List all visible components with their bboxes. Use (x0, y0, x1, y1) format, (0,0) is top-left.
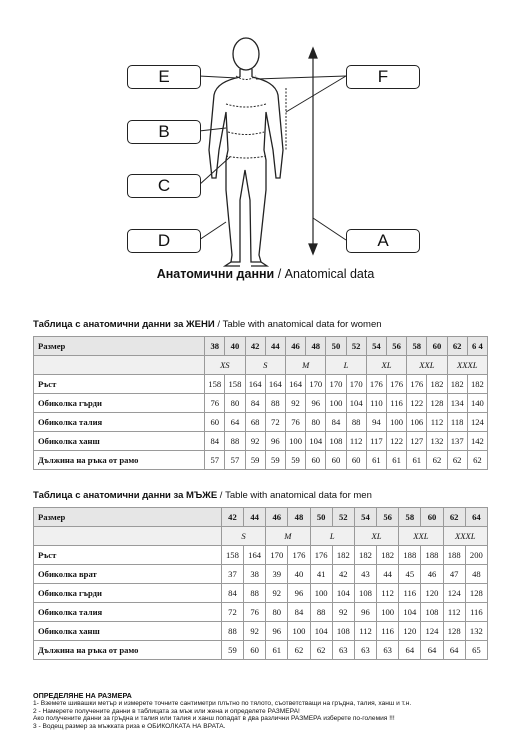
cell: 104 (310, 622, 332, 641)
cell: 57 (225, 451, 245, 470)
cell: 92 (266, 584, 288, 603)
cell: 116 (399, 584, 421, 603)
label-box-b: B (127, 120, 201, 144)
cell: 112 (443, 603, 465, 622)
cell: 46 (421, 565, 443, 584)
cell: 108 (421, 603, 443, 622)
cell: 170 (346, 375, 366, 394)
cell: 134 (447, 394, 467, 413)
men-size-44: 44 (244, 508, 266, 527)
cell: 176 (310, 546, 332, 565)
cell: 64 (399, 641, 421, 660)
women-size-64: 6 4 (467, 337, 487, 356)
cell: 76 (285, 413, 305, 432)
cell: 40 (288, 565, 310, 584)
cell: 108 (354, 584, 376, 603)
women-size-56: 56 (386, 337, 406, 356)
men-title-bg: Таблица с анатомични данни за МЪЖЕ (33, 490, 218, 501)
cell: 88 (310, 603, 332, 622)
cell: 104 (306, 432, 326, 451)
men-size-50: 50 (310, 508, 332, 527)
men-size-row (34, 508, 488, 527)
cell: 182 (377, 546, 399, 565)
cell: 61 (366, 451, 386, 470)
men-size-42: 42 (221, 508, 243, 527)
women-size-38: 38 (205, 337, 225, 356)
cell: 124 (421, 622, 443, 641)
cell: 84 (326, 413, 346, 432)
cell: 72 (221, 603, 243, 622)
cell: 63 (332, 641, 354, 660)
row-label: Обиколка врат (34, 565, 222, 584)
cell: 116 (465, 603, 487, 622)
row-label: Обиколка талия (34, 603, 222, 622)
cell: 132 (427, 432, 447, 451)
men-letter-blank (34, 527, 222, 546)
cell: 124 (467, 413, 487, 432)
men-row-hips (34, 622, 488, 641)
label-box-d: D (127, 229, 201, 253)
instructions-heading: ОПРЕДЕЛЯНЕ НА РАЗМЕРА (33, 691, 132, 700)
cell: 44 (377, 565, 399, 584)
women-letter-xxl: XXL (407, 356, 447, 375)
men-row-waist (34, 603, 488, 622)
women-row-hips (34, 432, 488, 451)
cell: 84 (288, 603, 310, 622)
row-label: Обиколка гърди (34, 584, 222, 603)
men-size-62: 62 (443, 508, 465, 527)
row-label: Обиколка гърди (34, 394, 205, 413)
men-letter-s: S (221, 527, 265, 546)
figure-caption (0, 267, 531, 281)
women-letter-xl: XL (366, 356, 406, 375)
cell: 80 (306, 413, 326, 432)
cell: 200 (465, 546, 487, 565)
cell: 164 (265, 375, 285, 394)
cell: 38 (244, 565, 266, 584)
women-size-52: 52 (346, 337, 366, 356)
cell: 62 (447, 451, 467, 470)
cell: 60 (244, 641, 266, 660)
cell: 62 (310, 641, 332, 660)
cell: 182 (427, 375, 447, 394)
cell: 64 (225, 413, 245, 432)
cell: 164 (245, 375, 265, 394)
cell: 137 (447, 432, 467, 451)
men-size-table (33, 507, 488, 660)
men-table-title (33, 490, 372, 501)
cell: 182 (467, 375, 487, 394)
cell: 127 (407, 432, 427, 451)
cell: 96 (354, 603, 376, 622)
women-letter-m: M (285, 356, 325, 375)
cell: 112 (427, 413, 447, 432)
cell: 100 (285, 432, 305, 451)
cell: 59 (245, 451, 265, 470)
cell: 88 (346, 413, 366, 432)
cell: 117 (366, 432, 386, 451)
cell: 92 (244, 622, 266, 641)
men-row-neck (34, 565, 488, 584)
cell: 88 (225, 432, 245, 451)
label-box-f: F (346, 65, 420, 89)
cell: 63 (354, 641, 376, 660)
cell: 96 (306, 394, 326, 413)
cell: 68 (245, 413, 265, 432)
cell: 43 (354, 565, 376, 584)
women-size-58: 58 (407, 337, 427, 356)
cell: 57 (205, 451, 225, 470)
cell: 72 (265, 413, 285, 432)
women-size-label: Размер (34, 337, 205, 356)
sizing-instructions (33, 692, 411, 731)
cell: 88 (265, 394, 285, 413)
women-size-table (33, 336, 488, 470)
cell: 124 (443, 584, 465, 603)
cell: 104 (332, 584, 354, 603)
women-size-46: 46 (285, 337, 305, 356)
women-size-50: 50 (326, 337, 346, 356)
cell: 112 (377, 584, 399, 603)
cell: 45 (399, 565, 421, 584)
label-box-a: A (346, 229, 420, 253)
cell: 108 (332, 622, 354, 641)
cell: 59 (265, 451, 285, 470)
row-label: Обиколка ханш (34, 432, 205, 451)
cell: 122 (407, 394, 427, 413)
cell: 37 (221, 565, 243, 584)
women-letter-xxxl: XXXL (447, 356, 487, 375)
cell: 100 (310, 584, 332, 603)
cell: 112 (346, 432, 366, 451)
men-row-arm-length (34, 641, 488, 660)
row-label: Дължина на ръка от рамо (34, 641, 222, 660)
caption-separator: / (274, 267, 285, 281)
cell: 158 (225, 375, 245, 394)
men-letter-xxxl: XXXL (443, 527, 487, 546)
women-letter-l: L (326, 356, 366, 375)
cell: 176 (407, 375, 427, 394)
cell: 47 (443, 565, 465, 584)
cell: 63 (377, 641, 399, 660)
cell: 100 (326, 394, 346, 413)
cell: 60 (326, 451, 346, 470)
women-size-60: 60 (427, 337, 447, 356)
row-label: Обиколка ханш (34, 622, 222, 641)
women-title-en: / Table with anatomical data for women (217, 319, 382, 330)
women-size-54: 54 (366, 337, 386, 356)
caption-en: Anatomical data (284, 267, 375, 281)
cell: 128 (443, 622, 465, 641)
women-size-row (34, 337, 488, 356)
men-letter-row (34, 527, 488, 546)
women-size-40: 40 (225, 337, 245, 356)
women-row-height (34, 375, 488, 394)
cell: 59 (285, 451, 305, 470)
men-size-64: 64 (465, 508, 487, 527)
men-size-56: 56 (377, 508, 399, 527)
women-letter-s: S (245, 356, 285, 375)
men-size-52: 52 (332, 508, 354, 527)
cell: 62 (288, 641, 310, 660)
men-size-54: 54 (354, 508, 376, 527)
cell: 100 (288, 622, 310, 641)
instruction-line: 1- Вземете шивашки метър и измерете точните сантиметри плътно по тялото, съответстващи на гръдна, талия, ханш и т.н. (33, 699, 412, 707)
cell: 39 (266, 565, 288, 584)
cell: 104 (399, 603, 421, 622)
men-title-en: / Table with anatomical data for men (219, 490, 372, 501)
cell: 41 (310, 565, 332, 584)
cell: 76 (205, 394, 225, 413)
men-letter-xxl: XXL (399, 527, 443, 546)
cell: 164 (244, 546, 266, 565)
women-row-waist (34, 413, 488, 432)
cell: 42 (332, 565, 354, 584)
cell: 188 (399, 546, 421, 565)
cell: 60 (346, 451, 366, 470)
label-box-c: C (127, 174, 201, 198)
men-size-60: 60 (421, 508, 443, 527)
cell: 92 (245, 432, 265, 451)
caption-bg: Анатомични данни (156, 267, 275, 281)
men-size-48: 48 (288, 508, 310, 527)
cell: 170 (306, 375, 326, 394)
cell: 106 (407, 413, 427, 432)
women-letter-row (34, 356, 488, 375)
cell: 188 (421, 546, 443, 565)
cell: 96 (266, 622, 288, 641)
cell: 120 (399, 622, 421, 641)
cell: 158 (205, 375, 225, 394)
cell: 84 (205, 432, 225, 451)
men-size-label: Размер (34, 508, 222, 527)
cell: 96 (288, 584, 310, 603)
cell: 164 (285, 375, 305, 394)
cell: 170 (266, 546, 288, 565)
cell: 170 (326, 375, 346, 394)
cell: 122 (386, 432, 406, 451)
cell: 182 (354, 546, 376, 565)
cell: 140 (467, 394, 487, 413)
row-label: Дължина на ръка от рамо (34, 451, 205, 470)
cell: 84 (245, 394, 265, 413)
cell: 88 (244, 584, 266, 603)
cell: 182 (447, 375, 467, 394)
cell: 60 (306, 451, 326, 470)
cell: 60 (205, 413, 225, 432)
cell: 158 (221, 546, 243, 565)
anatomical-figure (0, 0, 531, 300)
women-row-chest (34, 394, 488, 413)
men-size-46: 46 (266, 508, 288, 527)
men-letter-xl: XL (354, 527, 398, 546)
cell: 92 (285, 394, 305, 413)
cell: 112 (354, 622, 376, 641)
cell: 80 (266, 603, 288, 622)
women-row-arm-length (34, 451, 488, 470)
cell: 100 (386, 413, 406, 432)
instruction-line: 2 - Намерете получените данни в таблицата за мъж или жена и определете РАЗМЕРА! (33, 707, 300, 715)
cell: 118 (447, 413, 467, 432)
cell: 61 (266, 641, 288, 660)
cell: 142 (467, 432, 487, 451)
cell: 104 (346, 394, 366, 413)
women-size-44: 44 (265, 337, 285, 356)
cell: 88 (221, 622, 243, 641)
cell: 188 (443, 546, 465, 565)
cell: 182 (332, 546, 354, 565)
men-size-58: 58 (399, 508, 421, 527)
women-size-48: 48 (306, 337, 326, 356)
cell: 61 (407, 451, 427, 470)
cell: 176 (386, 375, 406, 394)
cell: 96 (265, 432, 285, 451)
cell: 64 (443, 641, 465, 660)
cell: 116 (386, 394, 406, 413)
cell: 64 (421, 641, 443, 660)
cell: 110 (366, 394, 386, 413)
instruction-line: 3 - Водещ размер за мъжката риза е ОБИКОЛКАТА НА ВРАТА. (33, 723, 226, 731)
cell: 100 (377, 603, 399, 622)
cell: 128 (465, 584, 487, 603)
women-letter-xs: XS (205, 356, 245, 375)
men-row-chest (34, 584, 488, 603)
women-letter-blank (34, 356, 205, 375)
cell: 94 (366, 413, 386, 432)
men-row-height (34, 546, 488, 565)
cell: 176 (288, 546, 310, 565)
men-letter-m: M (266, 527, 310, 546)
cell: 132 (465, 622, 487, 641)
cell: 62 (467, 451, 487, 470)
cell: 116 (377, 622, 399, 641)
instruction-line: Ако получените данни за гръдна и талия или талия и ханш попадат в два различни РАЗМЕРА изберете по-големия !!! (33, 715, 395, 723)
women-table-title (33, 319, 382, 330)
men-letter-l: L (310, 527, 354, 546)
cell: 84 (221, 584, 243, 603)
women-size-62: 62 (447, 337, 467, 356)
women-size-42: 42 (245, 337, 265, 356)
row-label: Ръст (34, 546, 222, 565)
cell: 120 (421, 584, 443, 603)
row-label: Ръст (34, 375, 205, 394)
women-title-bg: Таблица с анатомични данни за ЖЕНИ (33, 319, 215, 330)
label-box-e: E (127, 65, 201, 89)
cell: 62 (427, 451, 447, 470)
cell: 48 (465, 565, 487, 584)
cell: 80 (225, 394, 245, 413)
cell: 76 (244, 603, 266, 622)
cell: 59 (221, 641, 243, 660)
cell: 92 (332, 603, 354, 622)
row-label: Обиколка талия (34, 413, 205, 432)
cell: 176 (366, 375, 386, 394)
cell: 108 (326, 432, 346, 451)
cell: 61 (386, 451, 406, 470)
cell: 128 (427, 394, 447, 413)
body-outline-diagram (0, 0, 531, 300)
cell: 65 (465, 641, 487, 660)
